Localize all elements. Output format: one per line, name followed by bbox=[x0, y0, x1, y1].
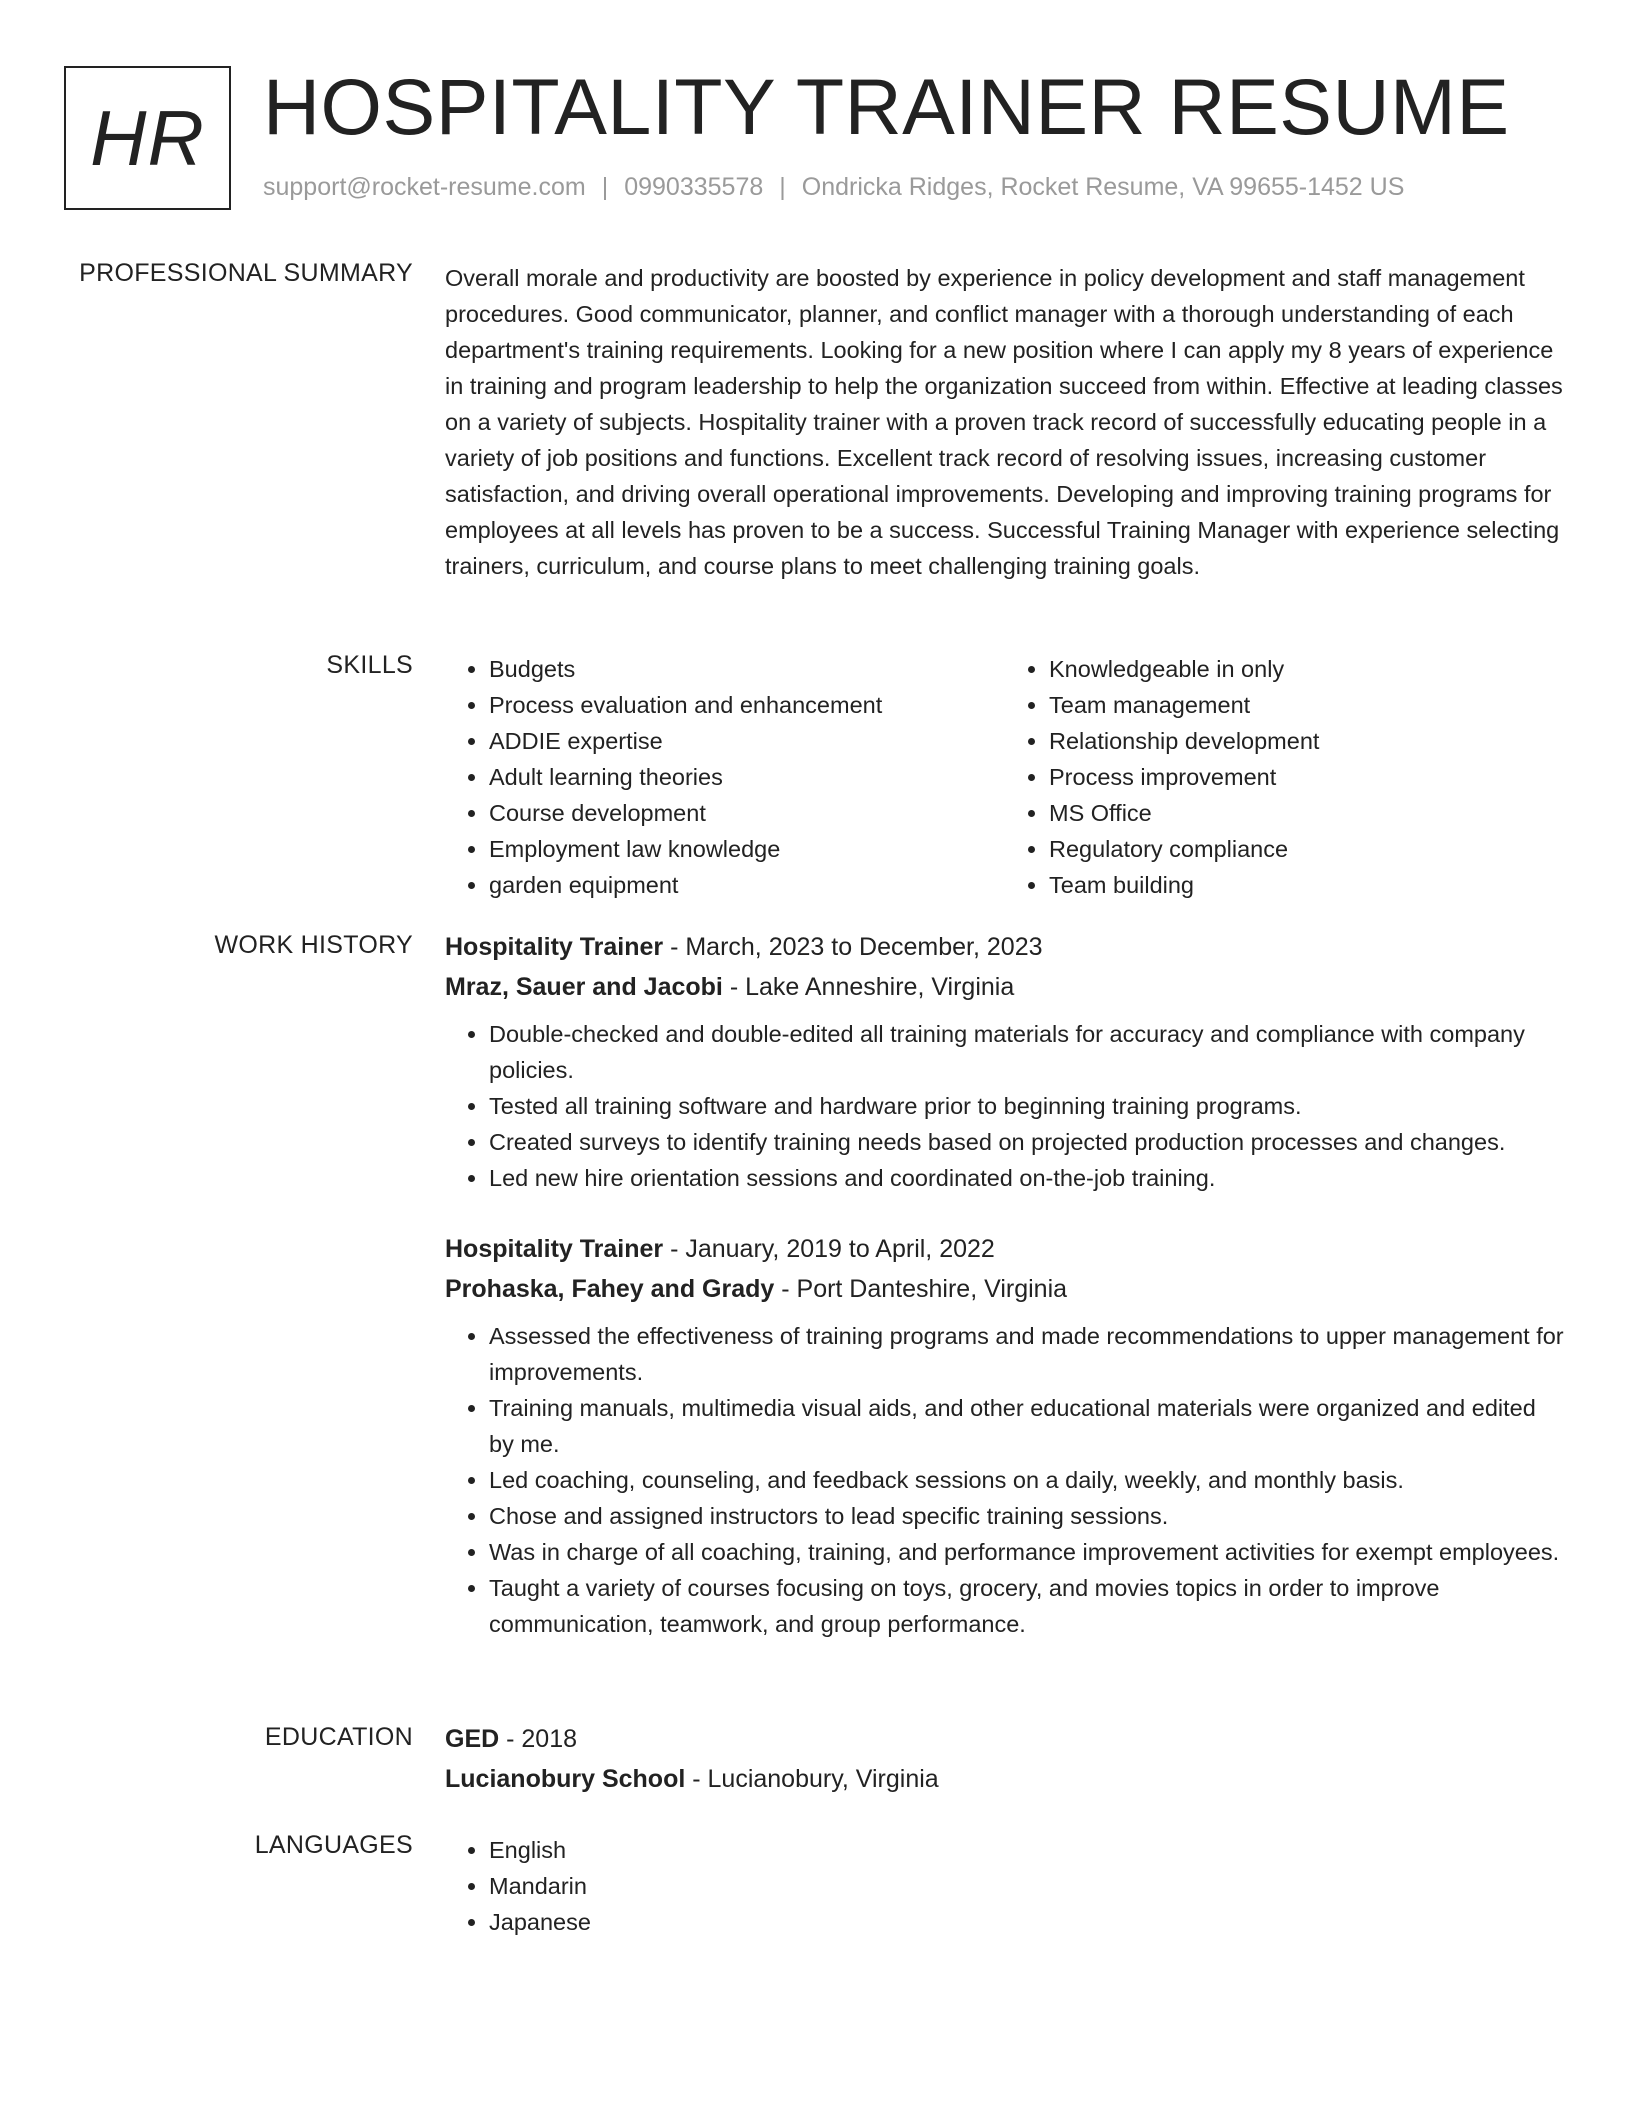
education-year: - 2018 bbox=[499, 1725, 578, 1753]
education-degree-line bbox=[445, 1719, 1565, 1759]
job-location: - Lake Anneshire, Virginia bbox=[722, 973, 1015, 1001]
job-title-line bbox=[445, 927, 1565, 967]
job-role: Hospitality Trainer bbox=[445, 1235, 664, 1263]
contact-line bbox=[263, 173, 1404, 202]
education-school-line bbox=[445, 1759, 1565, 1799]
contact-address: Ondricka Ridges, Rocket Resume, VA 99655-1452 US bbox=[801, 173, 1405, 201]
skills-list-right bbox=[1005, 651, 1565, 903]
contact-phone: 0990335578 bbox=[624, 173, 764, 201]
job-company-line bbox=[445, 967, 1565, 1007]
job-bullet: • Tested all training software and hardware prior to beginning training programs. bbox=[489, 1088, 1565, 1124]
job-company-line bbox=[445, 1269, 1565, 1309]
education-location: - Lucianobury, Virginia bbox=[685, 1765, 939, 1793]
job-bullets bbox=[445, 1016, 1565, 1196]
language-item: • English bbox=[489, 1832, 1565, 1868]
job-entry bbox=[445, 1229, 1565, 1642]
job-dates: - January, 2019 to April, 2022 bbox=[663, 1235, 995, 1263]
monogram-logo: HR bbox=[64, 66, 231, 210]
section-title-skills: SKILLS bbox=[326, 651, 413, 679]
contact-email: support@rocket-resume.com bbox=[263, 173, 586, 201]
job-bullet: • Taught a variety of courses focusing on toys, grocery, and movies topics in order to improve communication, teamwork, and group performance. bbox=[489, 1570, 1565, 1642]
contact-separator: | bbox=[779, 173, 786, 201]
job-bullet: • Training manuals, multimedia visual aids, and other educational materials were organized and edited by me. bbox=[489, 1390, 1565, 1462]
page-title: HOSPITALITY TRAINER RESUME bbox=[263, 62, 1510, 151]
languages-body bbox=[445, 1832, 1565, 1940]
education-body bbox=[445, 1719, 1565, 1799]
job-bullet: • Led new hire orientation sessions and coordinated on-the-job training. bbox=[489, 1160, 1565, 1196]
job-company: Mraz, Sauer and Jacobi bbox=[445, 973, 723, 1001]
contact-separator: | bbox=[601, 173, 609, 201]
job-dates: - March, 2023 to December, 2023 bbox=[663, 933, 1043, 961]
section-title-languages: LANGUAGES bbox=[254, 1831, 413, 1859]
skill-item: • MS Office bbox=[1049, 795, 1565, 831]
education-degree: GED bbox=[445, 1725, 500, 1753]
job-role: Hospitality Trainer bbox=[445, 933, 664, 961]
skill-item: • Process improvement bbox=[1049, 759, 1565, 795]
job-bullet: • Was in charge of all coaching, training, and performance improvement activities for exempt employees. bbox=[489, 1534, 1565, 1570]
summary-body bbox=[445, 260, 1565, 584]
resume-header bbox=[64, 62, 1564, 211]
skill-item: • Course development bbox=[489, 795, 1005, 831]
languages-list bbox=[445, 1832, 1565, 1940]
job-bullet: • Chose and assigned instructors to lead specific training sessions. bbox=[489, 1498, 1565, 1534]
section-title-work: WORK HISTORY bbox=[214, 931, 413, 959]
skill-item: • Team building bbox=[1049, 867, 1565, 903]
section-title-education: EDUCATION bbox=[264, 1723, 413, 1751]
job-location: - Port Danteshire, Virginia bbox=[774, 1275, 1068, 1303]
job-bullets bbox=[445, 1318, 1565, 1642]
skill-item: • Relationship development bbox=[1049, 723, 1565, 759]
skill-item: • Regulatory compliance bbox=[1049, 831, 1565, 867]
language-item: • Japanese bbox=[489, 1904, 1565, 1940]
job-company: Prohaska, Fahey and Grady bbox=[445, 1275, 775, 1303]
skill-item: • Team management bbox=[1049, 687, 1565, 723]
job-title-line bbox=[445, 1229, 1565, 1269]
job-bullet: • Double-checked and double-edited all training materials for accuracy and compliance with company policies. bbox=[489, 1016, 1565, 1088]
job-bullet: • Led coaching, counseling, and feedback sessions on a daily, weekly, and monthly basis. bbox=[489, 1462, 1565, 1498]
skills-list-left bbox=[445, 651, 1005, 903]
job-bullet: • Created surveys to identify training needs based on projected production processes and changes. bbox=[489, 1124, 1565, 1160]
summary-text: Overall morale and productivity are boosted by experience in policy development and staff management procedures. Good communicator, planner, and conflict manager with a thorough understanding of each department's training requirements. Looking for a new position where I can apply my 8 years of experience in training and program leadership to help the organization succeed from within. Effective at leading classes on a variety of subjects. Hospitality trainer with a proven track record of successfully educating people in a variety of job positions and functions. Excellent track record of resolving issues, increasing customer satisfaction, and driving overall operational improvements. Developing and improving training programs for employees at all levels has proven to be a success. Successful Training Manager with experience selecting trainers, curriculum, and course plans to meet challenging training goals. bbox=[445, 265, 1563, 579]
job-entry bbox=[445, 927, 1565, 1196]
skill-item: • ADDIE expertise bbox=[489, 723, 1005, 759]
skill-item: • Budgets bbox=[489, 651, 1005, 687]
skills-body bbox=[445, 651, 1565, 903]
work-body bbox=[445, 927, 1565, 1642]
skill-item: • Employment law knowledge bbox=[489, 831, 1005, 867]
skill-item: • Process evaluation and enhancement bbox=[489, 687, 1005, 723]
language-item: • Mandarin bbox=[489, 1868, 1565, 1904]
skill-item: • garden equipment bbox=[489, 867, 1005, 903]
job-bullet: • Assessed the effectiveness of training programs and made recommendations to upper management for improvements. bbox=[489, 1318, 1565, 1390]
skill-item: • Knowledgeable in only bbox=[1049, 651, 1565, 687]
education-school: Lucianobury School bbox=[445, 1765, 686, 1793]
skill-item: • Adult learning theories bbox=[489, 759, 1005, 795]
section-title-summary: PROFESSIONAL SUMMARY bbox=[79, 259, 413, 287]
